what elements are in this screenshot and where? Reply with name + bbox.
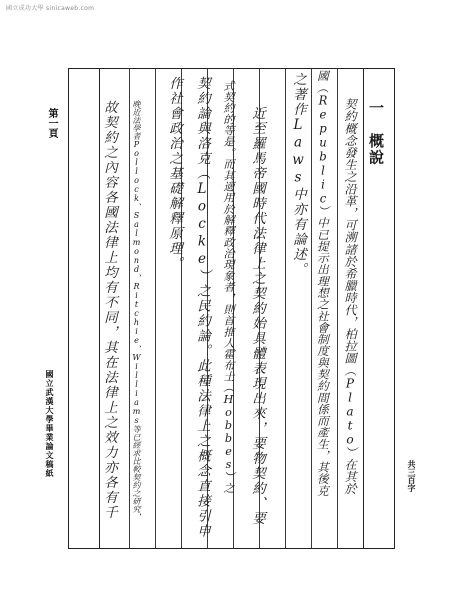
text-column: 契約論與洛克（Locke）之民約論。此種法律上之概念直接引申 [194, 76, 210, 539]
watermark: 國立成功大學 sinicaweb.com [6, 5, 95, 12]
page-number-label: 第一頁 [46, 108, 57, 138]
text-column: 國（Republic）中已提示出理想之社會制度與契約間係而產生，其後克 [316, 70, 330, 497]
column-rule [155, 69, 156, 548]
column-rule [285, 69, 286, 548]
text-column: 之著作Laws中亦有論述。 [290, 72, 306, 277]
total-count-label: 共三百字 [407, 460, 417, 492]
text-column: 晚近法學者Pollock、Salmond、Ritchie、Williams等已經求比較契約之研究， [132, 100, 141, 521]
text-column: 作社會政治之基礎解釋原理。 [166, 76, 182, 271]
text-column: 契約概念發生之沿革，可溯諸於希臘時代，柏拉圖（Plato）在其於 [343, 98, 357, 495]
paper-source-label: 國立武漢大學畢業論文稿紙 [45, 370, 55, 478]
text-column: 式契約的等是。而其適用於解釋政治現象者，則首推人霍布士（Hobbes）之 [222, 80, 235, 494]
section-heading: 一 概說 [367, 100, 385, 166]
right-border-rule [363, 69, 364, 548]
column-rule [337, 69, 338, 548]
text-column: 故契約之內容各國法律上均有不同，其在法律上之效力亦各有千 [101, 100, 117, 520]
column-rule [311, 69, 312, 548]
text-column: 近至羅馬帝國時代法律上之契約始具體表現出來，要物契約、要 [249, 106, 265, 526]
